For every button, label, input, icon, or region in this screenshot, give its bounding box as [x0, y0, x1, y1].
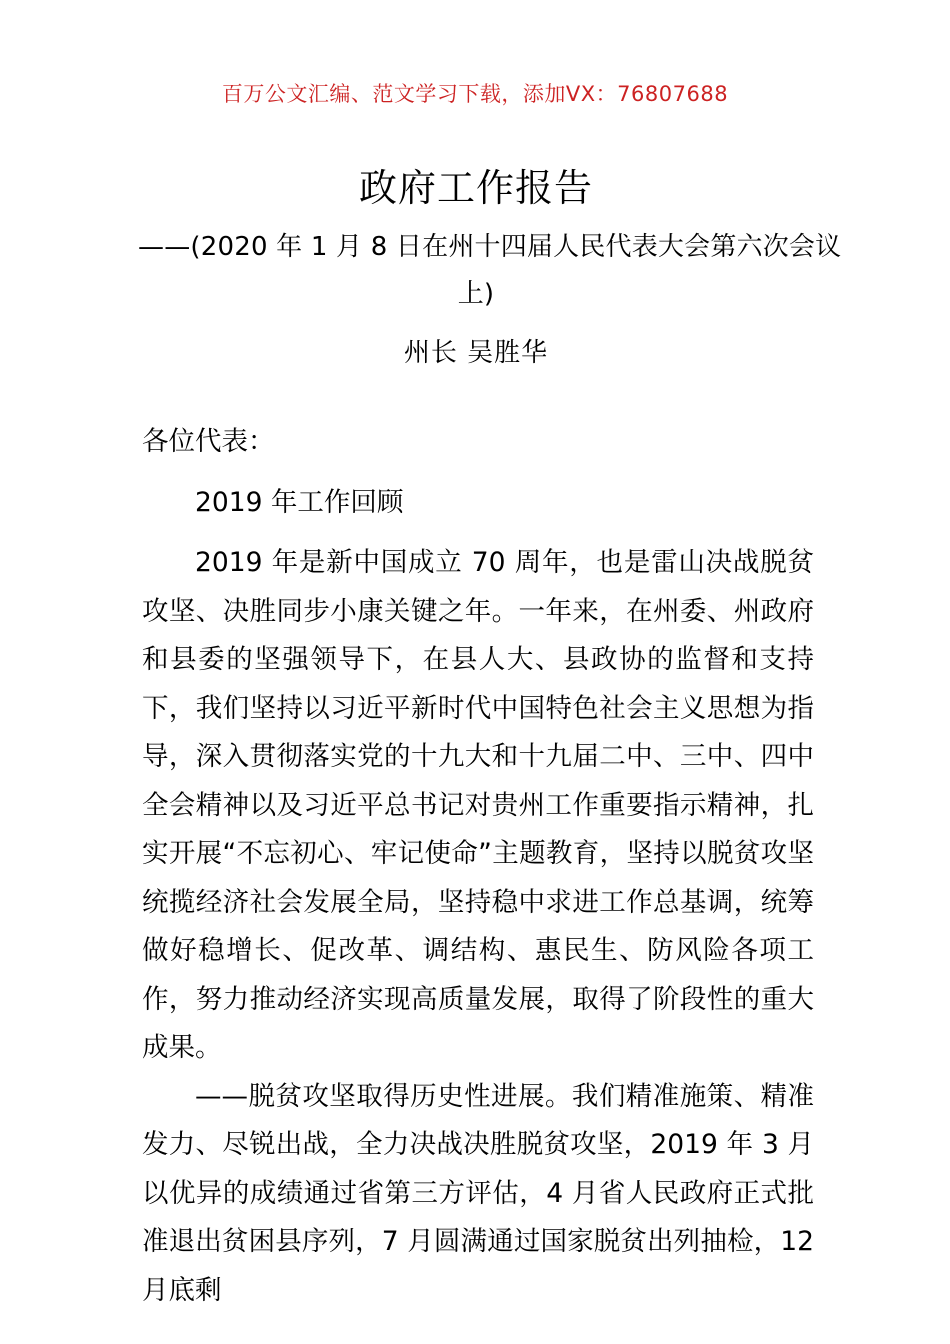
promo-watermark-text: 百万公文汇编、范文学习下载，添加VX：76807688 [221, 82, 729, 106]
body-paragraph-1: 2019 年是新中国成立 70 周年，也是雷山决战脱贫攻坚、决胜同步小康关键之年。一年来，在州委、州政府和县委的坚强领导下，在县人大、县政协的监督和支持下，我们坚持以习近平新时代中国特色社会主义思想为指导，深入贯彻落实党的十九大和十九届二中、三中、四中全会精神以及习近平总书记对贵州工作重要指示精神，扎实开展“不忘初心、牢记使命”主题教育，坚持以脱贫攻坚统揽经济社会发展全局，坚持稳中求进工作总基调，统筹做好稳增长、促改革、调结构、惠民生、防风险各项工作，努力推动经济实现高质量发展，取得了阶段性的重大成果。 [142, 547, 814, 1063]
document-author: 州长 吴胜华 [403, 338, 549, 368]
document-body [142, 418, 814, 1315]
body-paragraph-2: ——脱贫攻坚取得历史性进展。我们精准施策、精准发力、尽锐出战，全力决战决胜脱贫攻坚，2019 年 3 月以优异的成绩通过省第三方评估，4 月省人民政府正式批准退出贫困县序列，7 月圆满通过国家脱贫出列抽检，12 月底剩 [142, 1080, 814, 1306]
section-heading: 2019 年工作回顾 [195, 486, 404, 518]
salutation-line: 各位代表： [142, 426, 275, 457]
document-subtitle [138, 224, 842, 318]
page-title: 政府工作报告 [358, 166, 593, 210]
document-subtitle-line-1: ——(2020 年 1 月 8 日在州十四届人民代表大会第六次会议 [138, 232, 842, 262]
title-block [138, 162, 842, 377]
document-subtitle-line-2: 上) [457, 279, 495, 309]
promo-watermark [0, 80, 950, 108]
